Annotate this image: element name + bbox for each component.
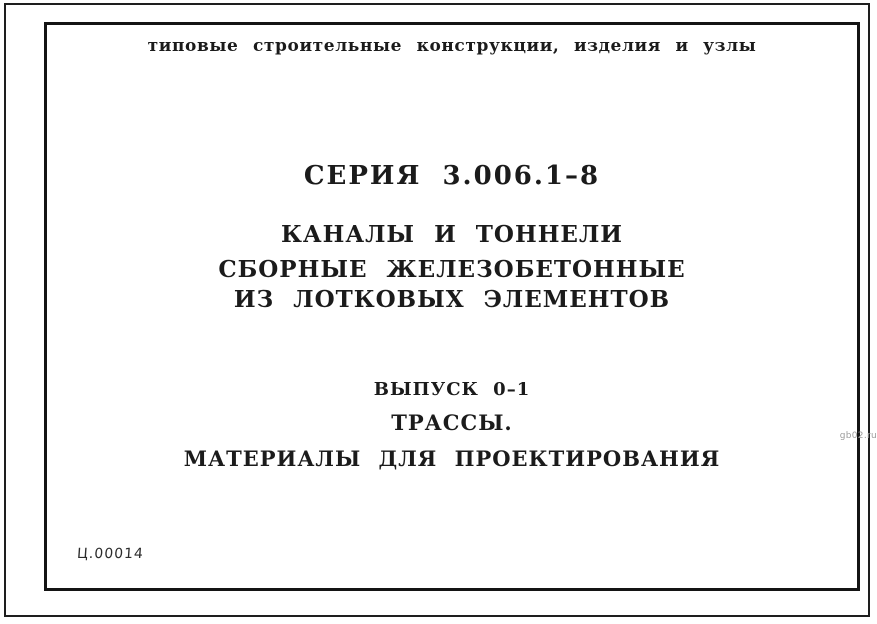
title-frame — [44, 22, 860, 591]
issue-number: ВЫПУСК 0–1 — [373, 379, 531, 400]
site-watermark: gb02.ru — [839, 431, 877, 441]
document-title-line-2: СБОРНЫЕ ЖЕЛЕЗОБЕТОННЫЕ — [218, 256, 686, 283]
document-subtitle-line-1: ТРАССЫ. — [391, 410, 513, 435]
document-category-header: типовые строительные конструкции, изделия и узлы — [147, 36, 757, 56]
document-subtitle-line-2: МАТЕРИАЛЫ ДЛЯ ПРОЕКТИРОВАНИЯ — [183, 446, 721, 471]
series-number: СЕРИЯ 3.006.1–8 — [303, 161, 601, 191]
document-title-line-1: КАНАЛЫ И ТОННЕЛИ — [280, 221, 624, 248]
document-title-line-3: ИЗ ЛОТКОВЫХ ЭЛЕМЕНТОВ — [233, 286, 671, 313]
inventory-mark: Ц.00014 — [76, 546, 145, 562]
